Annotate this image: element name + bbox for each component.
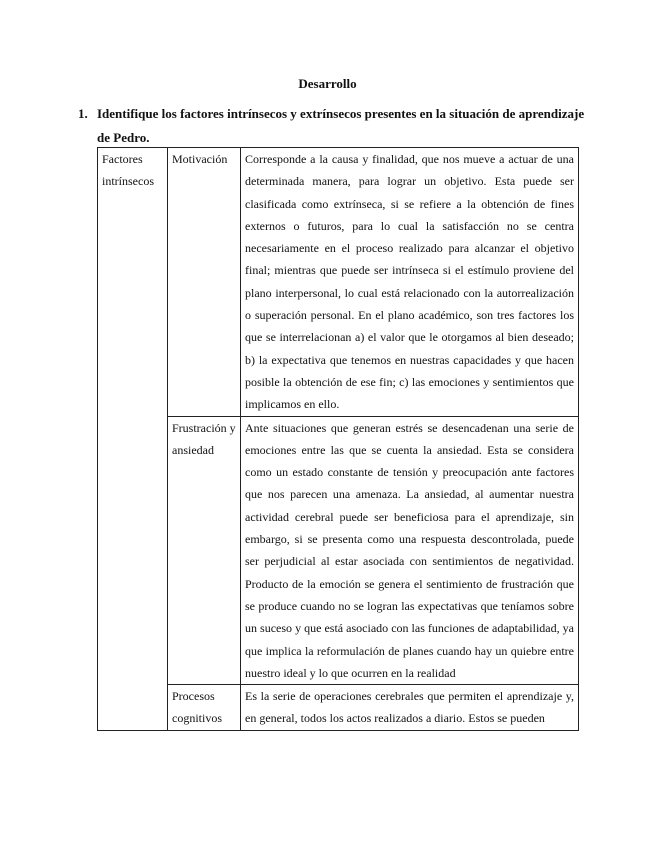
factor-description-cell <box>241 685 579 731</box>
table-row <box>98 416 579 685</box>
table-row <box>98 685 579 731</box>
factors-table <box>97 147 579 731</box>
factor-name-cell <box>168 685 241 731</box>
factor-name: Motivación <box>168 148 241 417</box>
question-item <box>78 102 588 150</box>
factor-group-label: Factores intrínsecos <box>98 148 168 731</box>
factor-description: Corresponde a la causa y finalidad, que nos mueve a actuar de una determinada manera, para lograr un objetivo. Esta puede ser clasificada como extrínseca, si se refiere a la obtención de fines externos o futuros, para lo cual la satisfacción no se centra necesariamente en el proceso realizado para alcanzar el objetivo final; mientras que puede ser intrínseca si el estímulo proviene del plano interpersonal, lo cual está relacionado con la autorrealización o superación personal. En el plano académico, son tres factores los que se interrelacionan a) el valor que le otorgamos al bien deseado; b) la expectativa que tenemos en nuestras capacidades y que hacen posible la obtención de ese fin; c) las emociones y sentimientos que implicamos en ello. <box>241 148 579 417</box>
factor-description: Es la serie de operaciones cerebrales que permiten el aprendizaje y, en general, todos los actos realizados a diario. Estos se pueden <box>245 689 574 726</box>
factor-name: Procesos cognitivos <box>172 689 222 726</box>
factor-name: Frustración y ansiedad <box>168 416 241 685</box>
section-heading: Desarrollo <box>298 76 357 91</box>
factor-description: Ante situaciones que generan estrés se desencadenan una serie de emociones entre las que se cuenta la ansiedad. Esta se considera como un estado constante de tensión y preocupación ante factores que nos parecen una amenaza. La ansiedad, al aumentar nuestra actividad cerebral puede ser beneficiosa para el aprendizaje, sin embargo, si se presenta como una respuesta descontrolada, puede ser perjudicial al estar asociada con sentimientos de negatividad. Producto de la emoción se genera el sentimiento de frustración que se produce cuando no se logran las expectativas que teníamos sobre un suceso y que está asociado con las funciones de adaptabilidad, ya que implica la reformulación de planes cuando hay un quiebre entre nuestro ideal y lo que ocurren en la realidad <box>241 416 579 685</box>
table-row <box>98 148 579 417</box>
question-text: Identifique los factores intrínsecos y extrínsecos presentes en la situación de aprendizaje de Pedro. <box>97 106 585 145</box>
question-number: 1. <box>78 106 88 121</box>
